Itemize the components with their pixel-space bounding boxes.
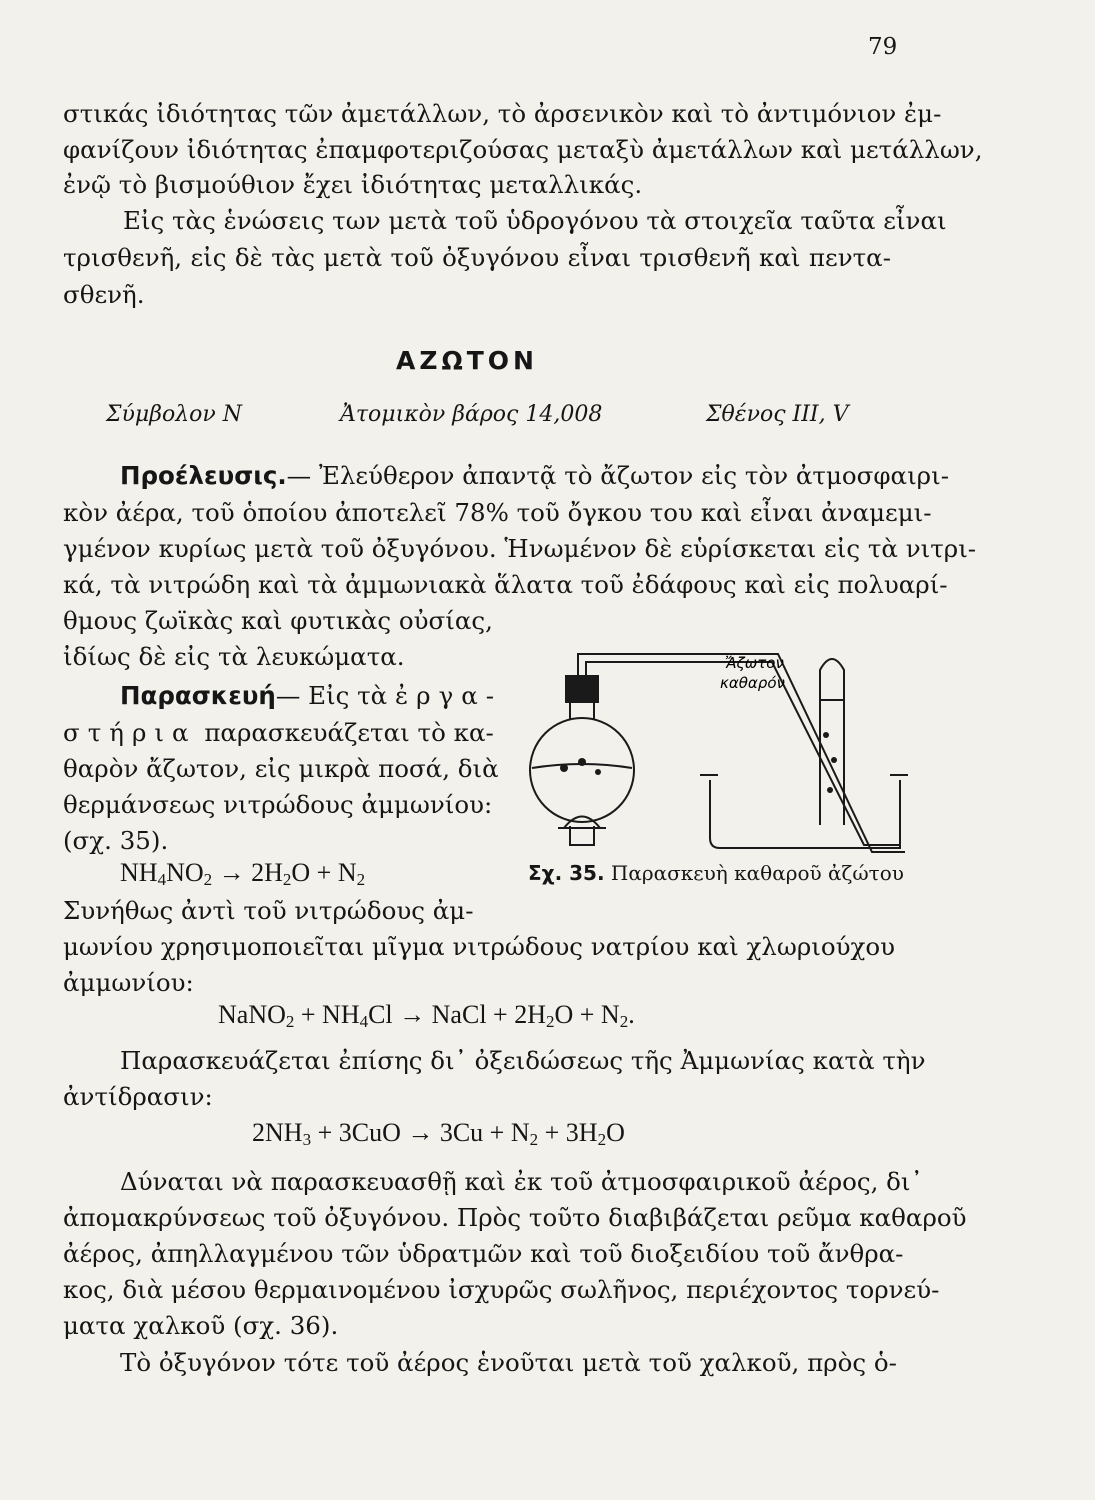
symbol-label: Σύμβολον N (106, 402, 242, 427)
prep-after-line-1: Συνήθως ἀντὶ τοῦ νιτρώδους ἀμ- (63, 896, 474, 925)
oxidation-line-2: ἀντίδρασιν: (63, 1082, 213, 1111)
intro-line-1: στικάς ἰδιότητας τῶν ἀμετάλλων, τὸ ἀρσενικὸν καὶ τὸ ἀντιμόνιον ἐμ- (63, 99, 942, 128)
burner (558, 826, 606, 845)
apparatus-figure (520, 640, 910, 855)
intro-line-3: ἐνῷ τὸ βισμούθιον ἔχει ἰδιότητας μεταλλικάς. (63, 170, 643, 199)
origin-line-1 (120, 460, 949, 492)
origin-line-3: γμένον κυρίως μετὰ τοῦ ὀξυγόνου. Ἡνωμένον δὲ εὑρίσκεται εἰς τὰ νιτρι- (63, 534, 977, 563)
air-line-2: ἀπομακρύνσεως τοῦ ὀξυγόνου. Πρὸς τοῦτο διαβιβάζεται ρεῦμα καθαροῦ (63, 1203, 967, 1232)
figure-caption-text: Παρασκευὴ καθαροῦ ἀζώτου (610, 861, 904, 885)
origin-line-1-text: — Ἐλεύθερον ἀπαντᾷ τὸ ἄζωτον εἰς τὸν ἀτμοσφαιρι- (286, 461, 949, 490)
atomic-weight-label: Ἀτομικὸν βάρος 14,008 (340, 402, 603, 427)
valence-label: Σθένος III, V (706, 402, 849, 427)
figure-number: Σχ. 35. (528, 861, 605, 885)
prep-line-5: (σχ. 35). (63, 826, 169, 855)
prep-spaced-word-a: ἐργα- (395, 681, 503, 710)
oxidation-line-1: Παρασκευάζεται ἐπίσης δι᾿ ὀξειδώσεως τῆς Ἀμμωνίας κατὰ τὴν (120, 1046, 926, 1075)
prep-after-line-3: ἀμμωνίου: (63, 968, 194, 997)
prep-spaced-word-b: στήρια (63, 718, 197, 747)
figure-caption (528, 861, 904, 885)
last-line: Τὸ ὀξυγόνον τότε τοῦ ἀέρος ἑνοῦται μετὰ τοῦ χαλκοῦ, πρὸς ὁ- (120, 1348, 897, 1377)
water-trough (710, 780, 900, 848)
figure-label-line-2: καθαρόν (720, 674, 785, 692)
prep-line-1 (120, 680, 503, 712)
origin-title: Προέλευσις. (120, 461, 287, 490)
prep-line-2 (63, 717, 494, 749)
equation-2: NaNO$_2$ + $NH_4Cl$ → NaCl + $2H_2O + N_2$. (218, 1000, 635, 1031)
prep-after-line-2: μωνίου χρησιμοποιεῖται μῖγμα νιτρώδους νατρίου καὶ χλωριούχου (63, 932, 895, 961)
intro-line-4: Εἰς τὰς ἑνώσεις των μετὰ τοῦ ὑδρογόνου τὰ στοιχεῖα ταῦτα εἶναι (123, 206, 947, 235)
air-line-4: κος, διὰ μέσου θερμαινομένου ἰσχυρῶς σωλῆνος, περιέχοντος τορνεύ- (63, 1275, 940, 1304)
intro-line-5: τρισθενῆ, εἰς δὲ τὰς μετὰ τοῦ ὀξυγόνου εἶναι τρισθενῆ καὶ πεντα- (63, 243, 891, 272)
prep-title: Παρασκευή (120, 681, 276, 710)
origin-line-5: θμους ζωϊκὰς καὶ φυτικὰς οὐσίας, (63, 606, 493, 635)
origin-line-2: κὸν ἀέρα, τοῦ ὁποίου ἀποτελεῖ 78% τοῦ ὄγκου του καὶ εἶναι ἀναμεμι- (63, 498, 932, 527)
equation-3: $2NH_3 + 3CuO \to 3Cu + N_2 + 3H_2O$ (252, 1118, 625, 1149)
intro-line-2: φανίζουν ἰδιότητας ἐπαμφοτεριζούσας μεταξὺ ἀμετάλλων καὶ μετάλλων, (63, 135, 983, 164)
prep-line-2-rest: παρασκευάζεται τὸ κα- (204, 718, 494, 747)
air-line-5: ματα χαλκοῦ (σχ. 36). (63, 1311, 339, 1340)
air-line-3: ἀέρος, ἀπηλλαγμένου τῶν ὑδρατμῶν καὶ τοῦ διοξειδίου τοῦ ἄνθρα- (63, 1239, 904, 1268)
round-flask (530, 718, 634, 822)
flask-stopper (566, 676, 598, 702)
intro-line-6: σθενῆ. (63, 280, 145, 309)
section-heading: ΑΖΩΤΟΝ (396, 346, 538, 375)
prep-line-3: θαρὸν ἄζωτον, εἰς μικρὰ ποσά, διὰ (63, 754, 499, 783)
air-line-1: Δύναται νὰ παρασκευασθῇ καὶ ἐκ τοῦ ἀτμοσφαιρικοῦ ἀέρος, δι᾿ (120, 1167, 923, 1196)
prep-line-1-rest: — Εἰς τὰ (275, 681, 388, 710)
origin-line-6: ἰδίως δὲ εἰς τὰ λευκώματα. (63, 642, 405, 671)
origin-line-4: κά, τὰ νιτρώδη καὶ τὰ ἀμμωνιακὰ ἅλατα τοῦ ἐδάφους καὶ εἰς πολυαρί- (63, 570, 948, 599)
equation-1: $NH_4NO_2 \to 2H_2O + N_2$ (120, 858, 366, 889)
page-number: 79 (868, 34, 898, 60)
figure-label-line-1: Ἄζωτον (725, 654, 784, 672)
prep-line-4: θερμάνσεως νιτρώδους ἀμμωνίου: (63, 790, 493, 819)
